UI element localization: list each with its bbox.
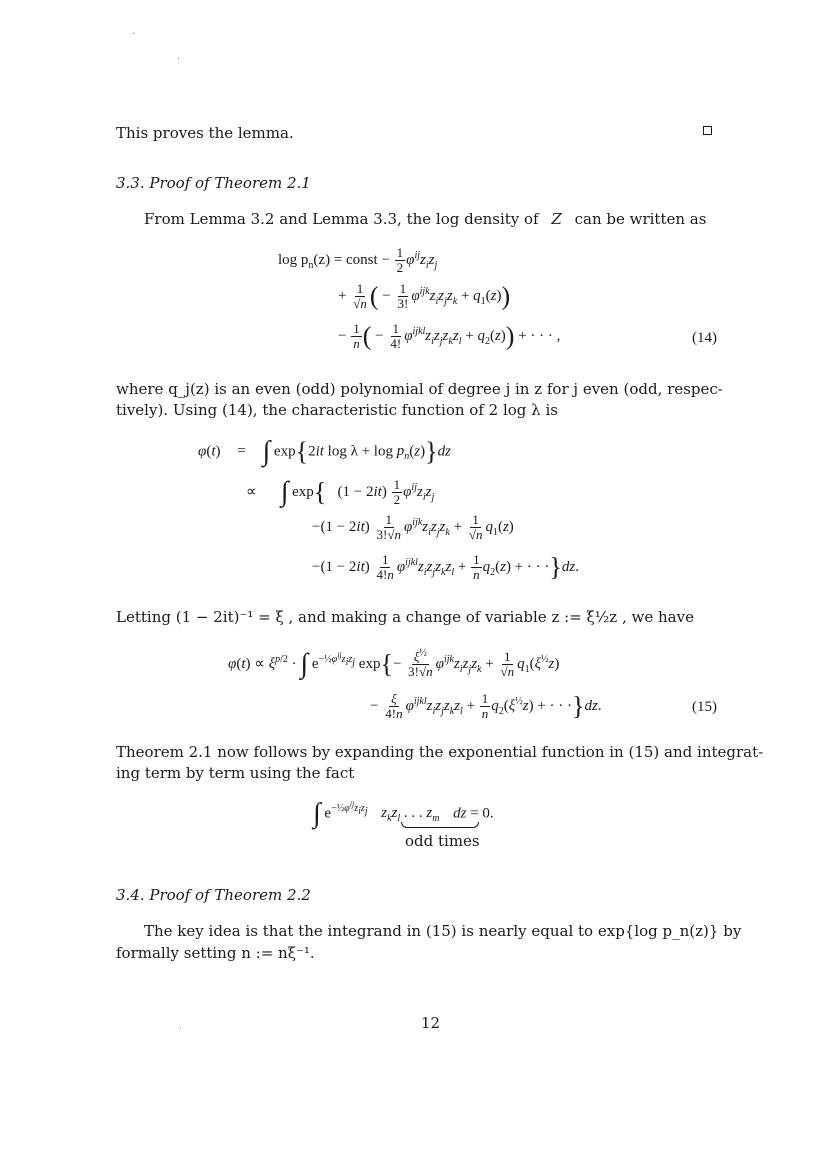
eq14-line2: + $\frac{1}{√n}$ ( − $\frac{1}{3!}$ $\varphi^{ijk}z_iz_jz_k + q_1(z)$) bbox=[338, 281, 511, 311]
eq15-number: (15) bbox=[692, 699, 717, 715]
eq14-lhs: log p bbox=[278, 251, 309, 268]
eq15-line1: $\varphi(t) \propto \xi^{p/2}$ · ∫ $e^{-\frac{1}{2}\varphi^{ij}z_iz_j}$ exp{− $\frac{\xi^{\frac{1}{2}}}{3!√n}$ $\varphi^{ijk}z_iz_jz_k$ + $\frac{1}{√n}$ $q_1(\xi^{\frac{1}{2}}z)$ bbox=[228, 647, 560, 680]
section-heading-3-4: 3.4. Proof of Theorem 2.2 bbox=[116, 886, 311, 904]
phi-def-line4: −(1 − 2it) $\frac{1}{4!n}$ $\varphi^{ijkl}z_iz_jz_kz_l$ + $\frac{1}{n}$ $q_2(z)$ + · · ·}dz. bbox=[312, 552, 579, 582]
lead-tail: can be written as bbox=[574, 210, 707, 228]
eq14-line3: − $\frac{1}{n}$ ( − $\frac{1}{4!}$ $\varphi^{ijkl}z_iz_jz_kz_l + q_2(z)$) + · · · , bbox=[338, 321, 561, 351]
key-idea-line2: formally setting n := nξ⁻¹. bbox=[116, 944, 315, 962]
where-line1: where q_j(z) is an even (odd) polynomial of degree j in z for j even (odd, respec- bbox=[116, 380, 723, 398]
scan-speck bbox=[133, 33, 134, 34]
eq14-lhs-sub: n bbox=[308, 259, 314, 271]
phi-def-line1: φ(t) = ∫ exp{2it $\log \lambda + \log p_n(z)\}dz$ bbox=[198, 436, 451, 467]
lead-variable: Z bbox=[551, 210, 562, 228]
theorem-line2: ing term by term using the fact bbox=[116, 764, 355, 782]
phi-def-line2: ∝ ∫ exp{ (1 − 2it) $\frac{1}{2}$ $\varphi^{ij}z_iz_j$ bbox=[246, 476, 435, 508]
phi-def-line3: −(1 − 2it) $\frac{1}{3!√n}$ $\varphi^{ijk}z_iz_jz_k$ + $\frac{1}{√n}$ $q_1(z)$ bbox=[312, 512, 514, 542]
eq15-line2: − $\frac{\xi}{4!n}$ $\varphi^{ijkl}z_iz_jz_kz_l$ + $\frac{1}{n}$ $q_2(\xi^{\frac{1}{2}}z)$ + · · ·}dz. bbox=[370, 691, 602, 721]
section-heading-3-3: 3.3. Proof of Theorem 2.1 bbox=[116, 174, 311, 192]
key-idea-line1: The key idea is that the integrand in (15) is nearly equal to exp{log p_n(z)} by bbox=[144, 922, 742, 940]
lead-sentence bbox=[144, 210, 706, 228]
where-line2: tively). Using (14), the characteristic function of 2 log λ is bbox=[116, 401, 558, 419]
qed-square-icon bbox=[703, 126, 712, 135]
scan-speck bbox=[180, 1027, 181, 1028]
eq14-number: (14) bbox=[692, 330, 717, 346]
odd-integral: ∫ $e^{-\frac{1}{2}\varphi^{ij}z_iz_j}$ $z_kz_l$ . . . $z_m$ dz = 0. bbox=[313, 798, 494, 829]
eq14-line1: $\log p_n(z)$ = const − $\frac{1}{2}$ $\varphi^{ij}z_iz_j$ bbox=[278, 245, 438, 275]
underbrace bbox=[401, 822, 479, 828]
lead-text: From Lemma 3.2 and Lemma 3.3, the log density of bbox=[144, 210, 539, 228]
scan-speck bbox=[178, 58, 179, 59]
intro-line: This proves the lemma. bbox=[116, 124, 294, 142]
eq14-lhs-arg: (z) = const − bbox=[313, 251, 390, 268]
theorem-line1: Theorem 2.1 now follows by expanding the exponential function in (15) and integrat- bbox=[116, 743, 764, 761]
page-number: 12 bbox=[421, 1014, 441, 1032]
letting-line: Letting (1 − 2it)⁻¹ = ξ , and making a change of variable z := ξ½z , we have bbox=[116, 608, 694, 626]
odd-times-label: odd times bbox=[405, 832, 480, 850]
